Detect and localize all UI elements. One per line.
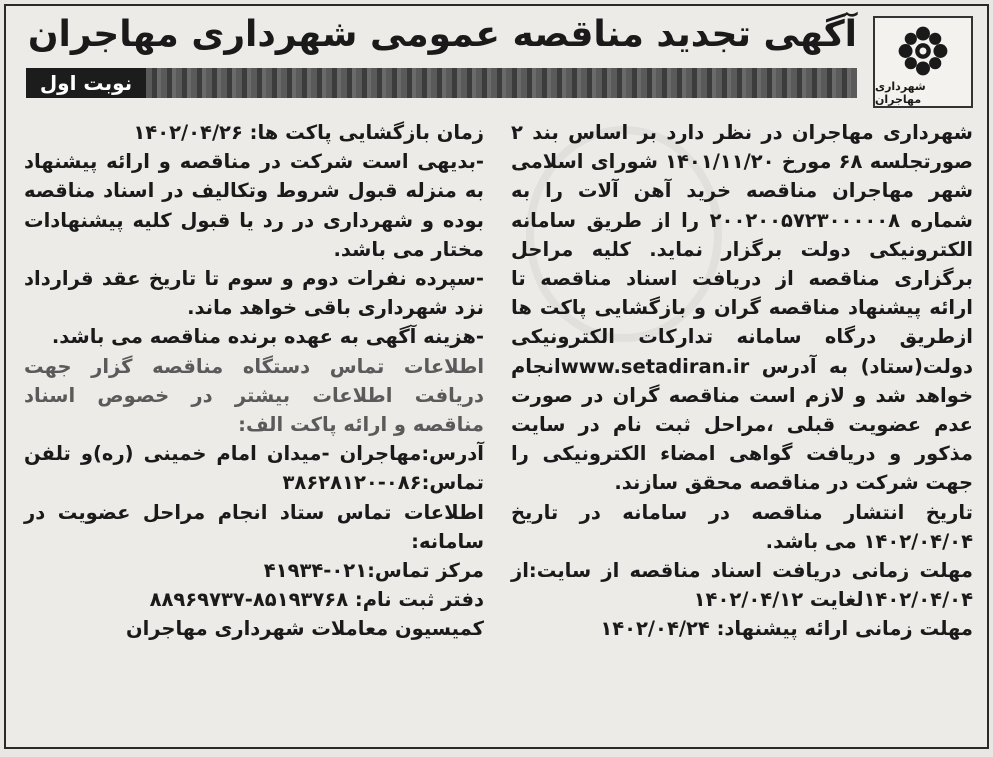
signature-line: کمیسیون معاملات شهرداری مهاجران: [125, 617, 484, 641]
intro-paragraph: شهرداری مهاجران در نظر دارد بر اساس بند ۲ صورتجلسه ۶۸ مورخ ۱۴۰۱/۱۱/۲۰ شورای اسلامی شهر مهاجران مناقصه خرید آهن آلات را به شماره ۲۰۰۲۰۰۵۷۲۳۰۰۰۰۰۸ را از طریق سامانه الکترونیکی دولت برگزار نماید. کلیه مراحل برگزاری مناقصه از دریافت اسناد مناقصه تا ارائه پیشنهاد مناقصه گران و بازگشایی پاکت ها ازطریق درگاه سامانه تدارکات الکترونیکی دولت(ستاد) به آدرس www.setadiran.irانجام خواهد شد و لازم است مناقصه گران در صورت عدم عضویت قبلی ،مراحل ثبت نام در سایت مذکور و دریافت گواهی امضاء الکترونیکی را جهت شرکت در مناقصه محقق سازند.: [511, 121, 974, 495]
note-participation: -بدیهی است شرکت در مناقصه و ارائه پیشنهاد به منزله قبول شروط وتکالیف در اسناد مناقصه بوده و شهرداری در رد یا قبول کلیه پیشنهادات مختار می باشد.: [24, 150, 484, 261]
offer-deadline-line: مهلت زمانی ارائه پیشنهاد: ۱۴۰۲/۰۴/۲۴: [600, 617, 973, 641]
address-line: آدرس:مهاجران -میدان امام خمینی (ره)و تلفن تماس:۰۸۶-۳۸۶۲۸۱۲۰: [24, 442, 484, 495]
notice-title: آگهی تجدید مناقصه عمومی شهرداری مهاجران: [27, 14, 857, 55]
setad-heading: اطلاعات تماس ستاد انجام مراحل عضویت در سامانه:: [24, 500, 484, 553]
note-deposit: -سپرده نفرات دوم و سوم تا تاریخ عقد قرارداد نزد شهرداری باقی خواهد ماند.: [24, 267, 484, 320]
notice-page: [4, 4, 989, 749]
left-column: [24, 118, 484, 644]
registration-office-line: دفتر ثبت نام: ۸۵۱۹۳۷۶۸-۸۸۹۶۹۷۳۷: [149, 588, 484, 612]
right-column: [511, 118, 973, 644]
contact-heading: اطلاعات تماس دستگاه مناقصه گزار جهت دریافت اطلاعات بیشتر در خصوص اسناد مناقصه و ارائه پاکت الف:: [24, 354, 484, 437]
decorative-band: [26, 68, 857, 98]
opening-time-line: زمان بازگشایی پاکت ها: ۱۴۰۲/۰۴/۲۶: [133, 121, 484, 144]
publish-date-line: تاریخ انتشار مناقصه در سامانه در تاریخ ۱۴۰۲/۰۴/۰۴ می باشد.: [511, 500, 973, 553]
round-badge: نوبت اول: [26, 68, 146, 98]
logo-caption: شهرداری مهاجران: [875, 80, 926, 106]
municipality-logo: [873, 16, 973, 108]
docs-deadline-line: مهلت زمانی دریافت اسناد مناقصه از سایت:از ۱۴۰۲/۰۴/۰۴لغایت ۱۴۰۲/۰۴/۱۲: [511, 559, 973, 612]
call-center-line: مرکز تماس:۰۲۱-۴۱۹۳۴: [263, 559, 484, 583]
note-ad-cost: -هزینه آگهی به عهده برنده مناقصه می باشد.: [51, 325, 484, 349]
flower-emblem-icon: [892, 24, 954, 78]
